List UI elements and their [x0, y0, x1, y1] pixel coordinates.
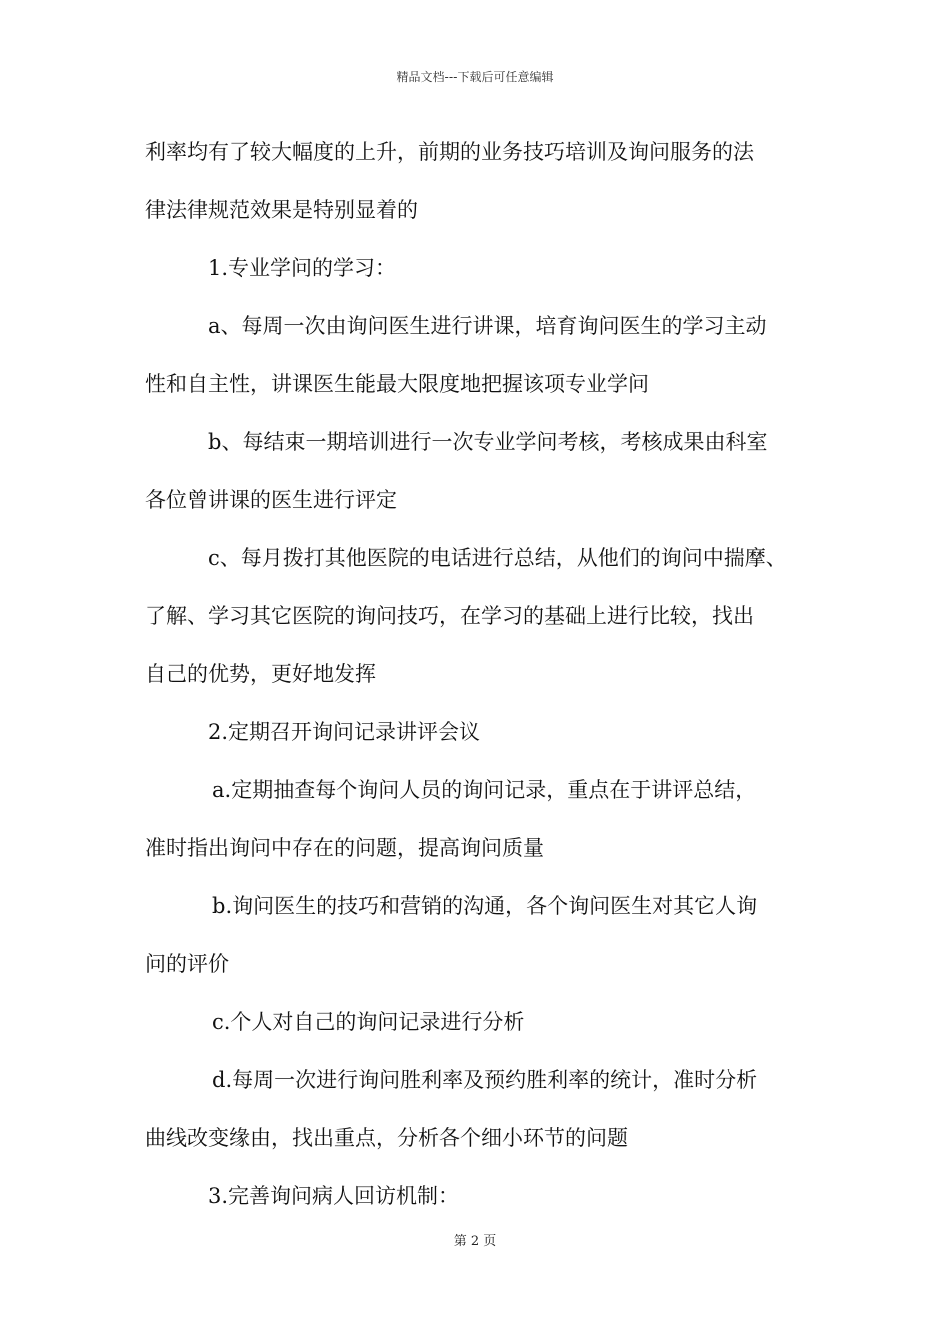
- text-line: 问的评价: [145, 952, 229, 976]
- page-header: 精品文档---下载后可任意编辑: [396, 70, 554, 84]
- text-line: c.个人对自己的询问记录进行分析: [212, 1010, 525, 1034]
- section-heading: 1.专业学问的学习：: [208, 256, 397, 280]
- text-line: 准时指出询问中存在的问题，提高询问质量: [145, 836, 544, 860]
- text-line: a、每周一次由询问医生进行讲课，培育询问医生的学习主动: [208, 314, 767, 338]
- text-line: d.每周一次进行询问胜利率及预约胜利率的统计，准时分析: [212, 1068, 758, 1092]
- text-line: 律法律规范效果是特别显着的: [145, 198, 418, 222]
- section-heading: 2.定期召开询问记录讲评会议: [208, 720, 481, 744]
- text-line: 曲线改变缘由，找出重点，分析各个细小环节的问题: [145, 1126, 628, 1150]
- text-line: b.询问医生的技巧和营销的沟通，各个询问医生对其它人询: [212, 894, 758, 918]
- text-line: a.定期抽查每个询问人员的询问记录，重点在于讲评总结，: [212, 778, 757, 802]
- text-line: 了解、学习其它医院的询问技巧，在学习的基础上进行比较，找出: [145, 604, 754, 628]
- text-line: 各位曾讲课的医生进行评定: [145, 488, 397, 512]
- text-line: 性和自主性，讲课医生能最大限度地把握该项专业学问: [145, 372, 649, 396]
- section-heading: 3.完善询问病人回访机制：: [208, 1184, 460, 1208]
- text-line: 利率均有了较大幅度的上升，前期的业务技巧培训及询问服务的法: [145, 140, 754, 164]
- document-body: [145, 127, 813, 1229]
- page-number: 第 2 页: [453, 1234, 497, 1249]
- text-line: b、每结束一期培训进行一次专业学问考核，考核成果由科室: [208, 430, 768, 454]
- text-line: c、每月拨打其他医院的电话进行总结，从他们的询问中揣摩、: [208, 546, 787, 570]
- text-line: 自己的优势，更好地发挥: [145, 662, 376, 686]
